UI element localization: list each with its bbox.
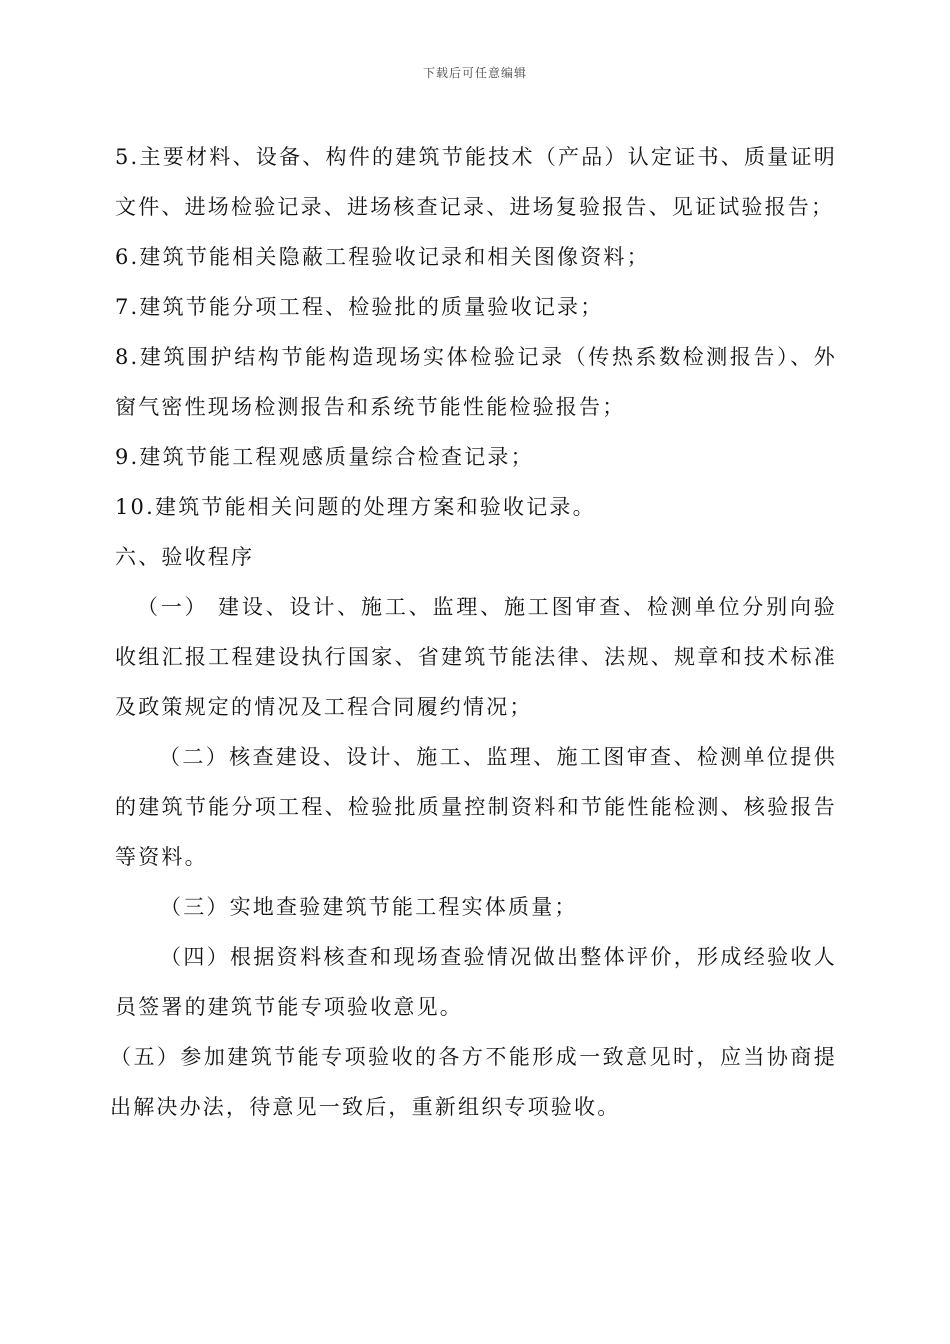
procedure-step-1: （一） 建设、设计、施工、监理、施工图审查、检测单位分别向验收组汇报工程建设执行国家、省建筑节能法律、法规、规章和技术标准及政策规定的情况及工程合同履约情况； (115, 595, 837, 719)
section-heading: 六、验收程序 (115, 545, 255, 569)
document-body (110, 132, 837, 1132)
page-header: 下载后可任意编辑 (422, 66, 527, 80)
list-item-10: 10.建筑节能相关问题的处理方案和验收记录。 (115, 495, 596, 519)
procedure-step-3: （三）实地查验建筑节能工程实体质量； (160, 895, 578, 919)
list-item-5: 5.主要材料、设备、构件的建筑节能技术（产品）认定证书、质量证明文件、进场检验记录、进场核查记录、进场复验报告、见证试验报告； (115, 145, 837, 219)
list-item-7: 7.建筑节能分项工程、检验批的质量验收记录； (115, 295, 604, 319)
list-item-8: 8.建筑围护结构节能构造现场实体检验记录（传热系数检测报告）、外窗气密性现场检测报告和系统节能性能检验报告； (115, 345, 837, 419)
list-item-6: 6.建筑节能相关隐蔽工程验收记录和相关图像资料； (115, 245, 650, 269)
procedure-step-4: （四）根据资料核查和现场查验情况做出整体评价，形成经验收人员签署的建筑节能专项验收意见。 (115, 945, 837, 1019)
procedure-step-5: （五）参加建筑节能专项验收的各方不能形成一致意见时，应当协商提出解决办法，待意见一致后，重新组织专项验收。 (110, 1045, 837, 1119)
list-item-9: 9.建筑节能工程观感质量综合检查记录； (115, 445, 534, 469)
procedure-step-2: （二）核查建设、设计、施工、监理、施工图审查、检测单位提供的建筑节能分项工程、检验批质量控制资料和节能性能检测、核验报告等资料。 (115, 745, 837, 869)
